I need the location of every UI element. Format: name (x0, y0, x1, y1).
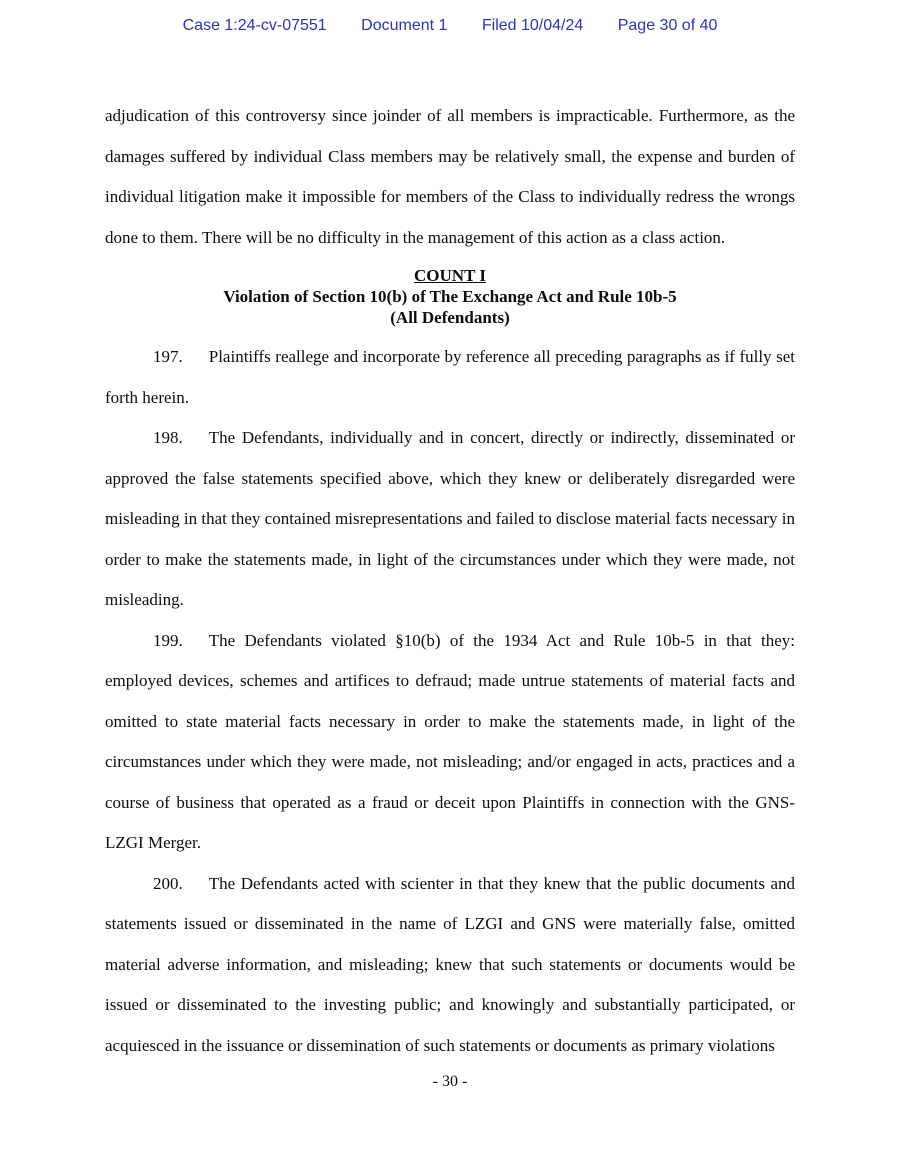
paragraph-198 (105, 418, 795, 621)
intro-paragraph-text: adjudication of this controversy since joinder of all members is impracticable. Furthermore, as the damages suffered by individual Class members may be relatively small, the expense and burden of individual litigation make it impossible for members of the Class to individually redress the wrongs done to them. There will be no difficulty in the management of this action as a class action. (105, 106, 795, 247)
count-label: COUNT I (414, 266, 486, 285)
paragraph-text: The Defendants, individually and in concert, directly or indirectly, disseminated or approved the false statements specified above, which they knew or deliberately disregarded were misleading in that they contained misrepresentations and failed to disclose material facts necessary in order to make the statements made, in light of the circumstances under which they were made, not misleading. (105, 428, 795, 609)
paragraph-199 (105, 621, 795, 864)
count-title: Violation of Section 10(b) of The Exchange Act and Rule 10b-5 (223, 287, 677, 306)
paragraph-197 (105, 337, 795, 418)
paragraph-number: 200. (153, 873, 183, 893)
stamp-filed-date: Filed 10/04/24 (481, 17, 584, 34)
page-number-footer: - 30 - (432, 1073, 468, 1090)
paragraph-text: The Defendants violated §10(b) of the 1934 Act and Rule 10b-5 in that they: employed devices, schemes and artifices to defraud; made untrue statements of material facts and omitted to state material facts necessary in order to make the statements made, in light of the circumstances under which they were made, not misleading; and/or engaged in acts, practices and a course of business that operated as a fraud or deceit upon Plaintiffs in connection with the GNS-LZGI Merger. (105, 630, 795, 852)
intro-paragraph (105, 96, 795, 258)
paragraph-200 (105, 864, 795, 1067)
paragraph-number: 199. (153, 630, 183, 650)
paragraph-number: 198. (153, 428, 183, 447)
count-heading (105, 265, 795, 328)
paragraph-text: Plaintiffs reallege and incorporate by reference all preceding paragraphs as if fully set forth herein. (105, 347, 795, 407)
stamp-document-number: Document 1 (361, 17, 448, 34)
paragraph-text: The Defendants acted with scienter in that they knew that the public documents and statements issued or disseminated in the name of LZGI and GNS were materially false, omitted material adverse information, and misleading; knew that such statements or documents would be issued or disseminated to the investing public; and knowingly and substantially participated, or acquiesced in the issuance or dissemination of such statements or documents as primary violations (105, 873, 795, 1055)
stamp-page-of: Page 30 of 40 (617, 17, 718, 34)
count-subtitle: (All Defendants) (390, 308, 510, 327)
document-body (105, 96, 795, 1066)
paragraph-number: 197. (153, 347, 183, 366)
efiling-stamp-header (0, 17, 900, 35)
stamp-case-number: Case 1:24-cv-07551 (182, 17, 327, 34)
